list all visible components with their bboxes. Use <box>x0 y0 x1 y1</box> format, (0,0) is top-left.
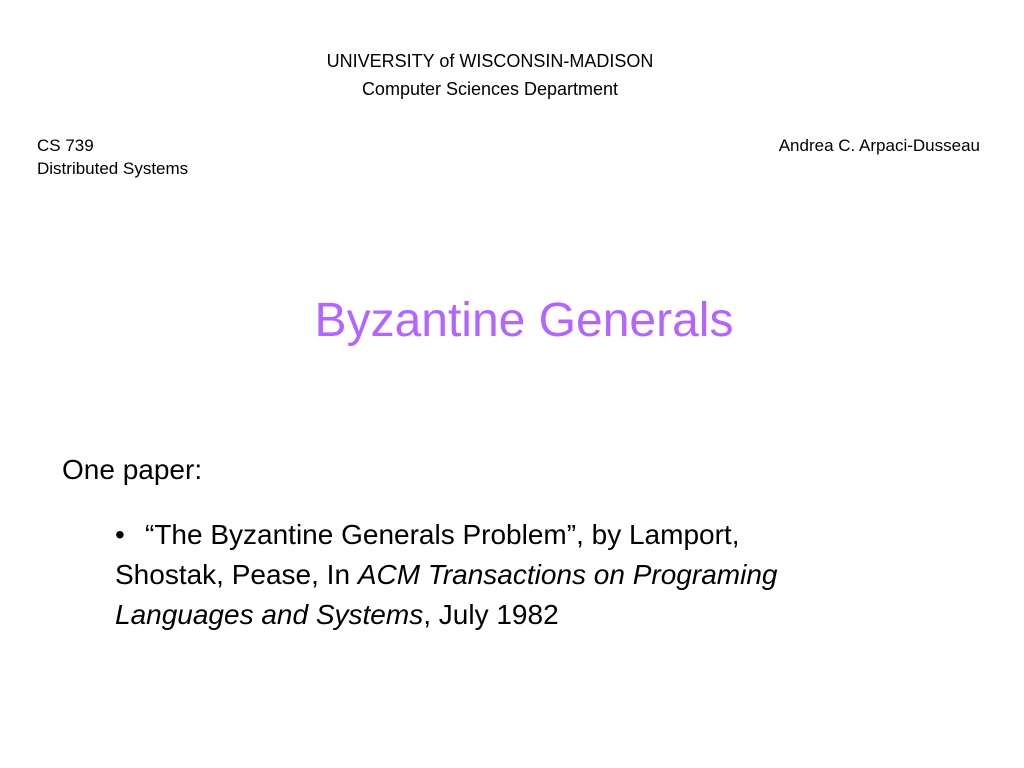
citation-line-1 <box>115 515 975 555</box>
course-code: CS 739 <box>37 136 94 155</box>
slide-title: Byzantine Generals <box>314 294 734 347</box>
citation-venue-part2: Languages and Systems <box>115 599 424 630</box>
intro-text: One paper: <box>62 454 203 485</box>
instructor-name: Andrea C. Arpaci-Dusseau <box>778 136 980 155</box>
course-name: Distributed Systems <box>37 159 189 178</box>
paper-citation <box>115 515 975 635</box>
bullet-marker: • <box>115 519 125 550</box>
citation-title-authors: “The Byzantine Generals Problem”, by Lamport, <box>145 519 740 550</box>
citation-authors-cont: Shostak, Pease, In <box>115 559 358 590</box>
citation-line-2 <box>115 555 975 595</box>
citation-line-3 <box>115 595 975 635</box>
department-name: Computer Sciences Department <box>361 79 619 99</box>
citation-date: , July 1982 <box>423 599 559 630</box>
citation-venue-part1: ACM Transactions on Programing <box>357 559 778 590</box>
university-name: UNIVERSITY of WISCONSIN-MADISON <box>326 51 654 71</box>
